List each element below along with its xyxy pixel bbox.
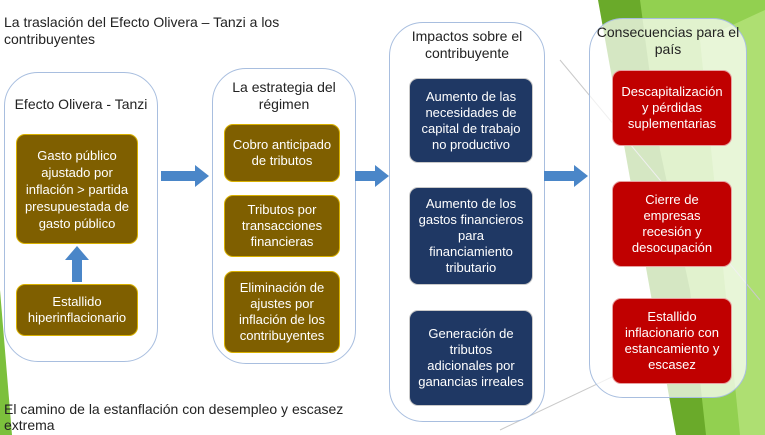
arrow-right-icon-1 [161,164,211,188]
arrow-right-icon-2 [355,164,391,188]
box-estallido-hiper: Estallido hiperinflacionario [16,284,138,336]
slide-title: La traslación del Efecto Olivera – Tanzi a los contribuyentes [4,14,280,47]
panel-impactos-title: Impactos sobre el contribuyente [411,28,523,61]
box-capital-trabajo: Aumento de las necesidades de capital de trabajo no productivo [409,78,533,163]
box-eliminacion-ajustes: Eliminación de ajustes por inflación de los contribuyentes [224,271,340,353]
box-estallido-inflacionario: Estallido inflacionario con estancamiento y escasez [612,298,732,384]
arrow-up-icon [63,244,91,284]
panel-olivera-title: Efecto Olivera - Tanzi [14,96,148,112]
box-cierre-empresas: Cierre de empresas recesión y desocupación [612,181,732,267]
box-gasto-publico: Gasto público ajustado por inflación > partida presupuestada de gasto público [16,134,138,244]
box-descapitalizacion: Descapitalización y pérdidas suplementarias [612,70,732,146]
panel-estrategia-title: La estrategia del régimen [232,79,336,112]
box-cobro-anticipado: Cobro anticipado de tributos [224,124,340,182]
box-gastos-financieros: Aumento de los gastos financieros para financiamiento tributario [409,187,533,285]
box-tributos-adicionales: Generación de tributos adicionales por ganancias irreales [409,310,533,406]
arrow-right-icon-3 [544,164,590,188]
box-tributos-transacciones: Tributos por transacciones financieras [224,195,340,257]
slide-footer: El camino de la estanflación con desempleo y escasez extrema [4,401,344,433]
panel-consecuencias-title: Consecuencias para el país [596,24,740,57]
